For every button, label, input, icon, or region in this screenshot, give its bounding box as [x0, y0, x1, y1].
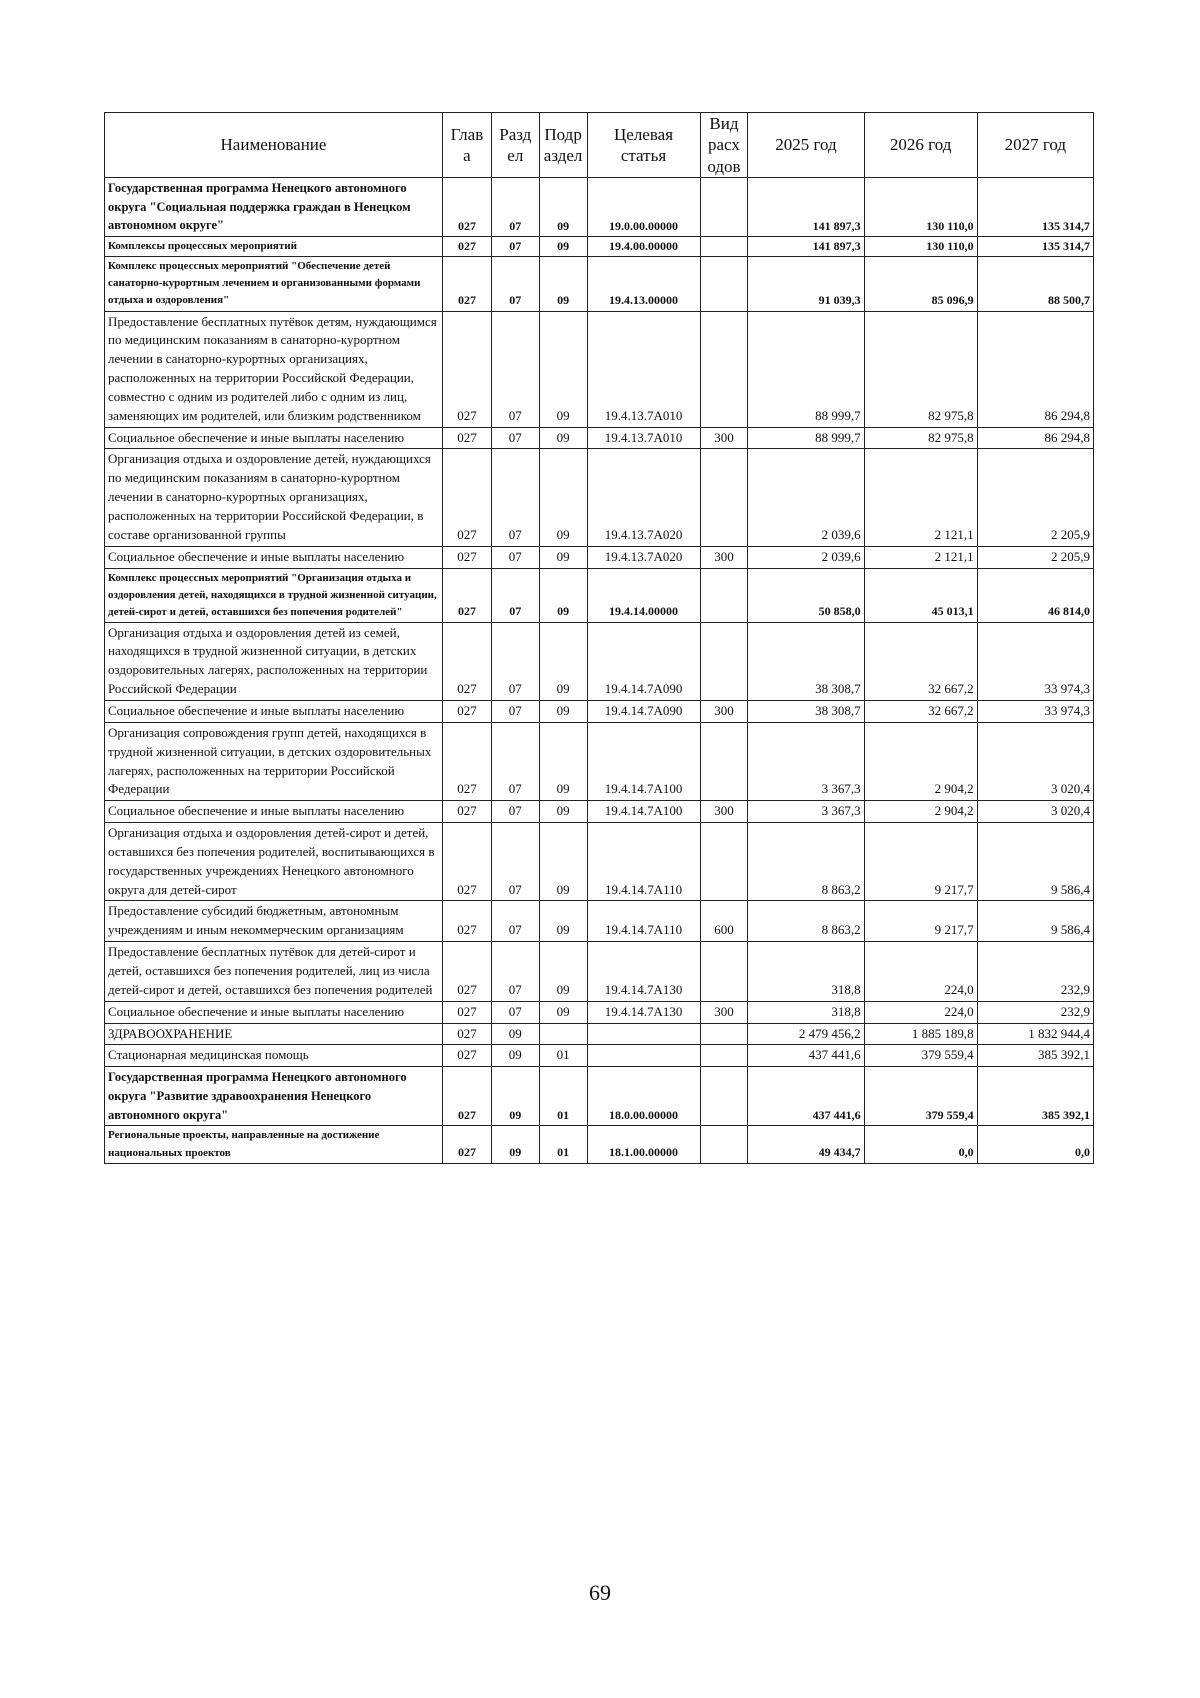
cell-name: Комплекс процессных мероприятий "Организация отдыха и оздоровления детей, находящихся в трудной жизненной ситуации, детей-сирот и детей, оставшихся без попечения родителей" — [105, 568, 443, 622]
header-glava: Глав а — [442, 113, 491, 178]
cell-vid — [700, 622, 748, 700]
table-row — [105, 449, 1094, 546]
cell-podrazdel: 09 — [539, 622, 587, 700]
cell-podrazdel: 09 — [539, 449, 587, 546]
cell-target: 18.1.00.00000 — [587, 1126, 700, 1163]
cell-y2025: 318,8 — [748, 942, 864, 1002]
table-row — [105, 1067, 1094, 1126]
cell-target: 19.4.14.7А130 — [587, 1001, 700, 1023]
header-name: Наименование — [105, 113, 443, 178]
cell-podrazdel: 09 — [539, 427, 587, 449]
cell-vid: 600 — [700, 901, 748, 942]
cell-vid — [700, 1045, 748, 1067]
cell-razdel: 09 — [491, 1067, 539, 1126]
header-target: Целевая статья — [587, 113, 700, 178]
cell-y2025: 2 479 456,2 — [748, 1023, 864, 1045]
cell-glava: 027 — [442, 237, 491, 257]
cell-y2027: 232,9 — [977, 942, 1093, 1002]
cell-name: Комплекс процессных мероприятий "Обеспечение детей санаторно-курортным лечением и организованными формами отдыха и оздоровления" — [105, 257, 443, 311]
cell-y2025: 141 897,3 — [748, 237, 864, 257]
cell-podrazdel: 01 — [539, 1067, 587, 1126]
table-row — [105, 1126, 1094, 1163]
cell-glava: 027 — [442, 1045, 491, 1067]
table-row — [105, 568, 1094, 622]
header-2027: 2027 год — [977, 113, 1093, 178]
cell-y2026: 45 013,1 — [864, 568, 977, 622]
budget-table — [104, 112, 1094, 1164]
cell-vid: 300 — [700, 546, 748, 568]
cell-y2027: 33 974,3 — [977, 622, 1093, 700]
cell-y2026: 85 096,9 — [864, 257, 977, 311]
cell-y2025: 437 441,6 — [748, 1067, 864, 1126]
cell-y2025: 437 441,6 — [748, 1045, 864, 1067]
cell-y2027: 3 020,4 — [977, 722, 1093, 800]
cell-name: Социальное обеспечение и иные выплаты населению — [105, 546, 443, 568]
header-razdel: Разд ел — [491, 113, 539, 178]
cell-y2027: 9 586,4 — [977, 823, 1093, 901]
cell-y2026: 2 121,1 — [864, 546, 977, 568]
cell-y2026: 32 667,2 — [864, 701, 977, 723]
cell-name: Организация сопровождения групп детей, находящихся в трудной жизненной ситуации, в детских оздоровительных лагерях, расположенных на территории Российской Федерации — [105, 722, 443, 800]
cell-y2027: 46 814,0 — [977, 568, 1093, 622]
cell-target: 19.4.00.00000 — [587, 237, 700, 257]
cell-razdel: 09 — [491, 1045, 539, 1067]
cell-glava: 027 — [442, 427, 491, 449]
cell-y2026: 379 559,4 — [864, 1045, 977, 1067]
cell-glava: 027 — [442, 257, 491, 311]
cell-name: Организация отдыха и оздоровления детей-сирот и детей, оставшихся без попечения родителей, воспитывающихся в государственных учреждениях Ненецкого автономного округа для детей-сирот — [105, 823, 443, 901]
table-row — [105, 942, 1094, 1002]
cell-name: ЗДРАВООХРАНЕНИЕ — [105, 1023, 443, 1045]
cell-y2025: 38 308,7 — [748, 622, 864, 700]
header-vid: Вид расх одов — [700, 113, 748, 178]
table-row — [105, 257, 1094, 311]
table-row — [105, 823, 1094, 901]
cell-y2025: 3 367,3 — [748, 722, 864, 800]
table-row — [105, 722, 1094, 800]
cell-podrazdel: 09 — [539, 701, 587, 723]
cell-y2025: 8 863,2 — [748, 823, 864, 901]
cell-name: Социальное обеспечение и иные выплаты населению — [105, 701, 443, 723]
table-row — [105, 622, 1094, 700]
header-2025: 2025 год — [748, 113, 864, 178]
cell-y2027: 2 205,9 — [977, 449, 1093, 546]
cell-y2027: 1 832 944,4 — [977, 1023, 1093, 1045]
cell-glava: 027 — [442, 901, 491, 942]
cell-razdel: 07 — [491, 177, 539, 236]
cell-y2027: 3 020,4 — [977, 801, 1093, 823]
table-header-row — [105, 113, 1094, 178]
cell-y2026: 9 217,7 — [864, 901, 977, 942]
cell-razdel: 07 — [491, 942, 539, 1002]
cell-podrazdel: 09 — [539, 237, 587, 257]
cell-y2027: 385 392,1 — [977, 1045, 1093, 1067]
cell-target — [587, 1045, 700, 1067]
cell-y2027: 385 392,1 — [977, 1067, 1093, 1126]
cell-name: Организация отдыха и оздоровления детей из семей, находящихся в трудной жизненной ситуации, в детских оздоровительных лагерях, расположенных на территории Российской Федерации — [105, 622, 443, 700]
cell-y2027: 135 314,7 — [977, 237, 1093, 257]
cell-razdel: 07 — [491, 823, 539, 901]
cell-y2025: 49 434,7 — [748, 1126, 864, 1163]
cell-y2026: 379 559,4 — [864, 1067, 977, 1126]
cell-vid — [700, 257, 748, 311]
table-row — [105, 901, 1094, 942]
cell-podrazdel: 09 — [539, 801, 587, 823]
cell-glava: 027 — [442, 177, 491, 236]
cell-vid: 300 — [700, 801, 748, 823]
table-row — [105, 801, 1094, 823]
cell-razdel: 07 — [491, 568, 539, 622]
cell-razdel: 09 — [491, 1126, 539, 1163]
cell-y2025: 88 999,7 — [748, 427, 864, 449]
cell-vid — [700, 311, 748, 427]
cell-y2027: 135 314,7 — [977, 177, 1093, 236]
cell-y2026: 2 121,1 — [864, 449, 977, 546]
cell-razdel: 07 — [491, 237, 539, 257]
cell-y2026: 224,0 — [864, 942, 977, 1002]
cell-name: Социальное обеспечение и иные выплаты населению — [105, 1001, 443, 1023]
cell-razdel: 07 — [491, 257, 539, 311]
cell-name: Предоставление бесплатных путёвок для детей-сирот и детей, оставшихся без попечения родителей, лиц из числа детей-сирот и детей, оставшихся без попечения родителей — [105, 942, 443, 1002]
page-number: 69 — [589, 1580, 611, 1605]
cell-y2027: 86 294,8 — [977, 427, 1093, 449]
cell-podrazdel: 09 — [539, 568, 587, 622]
cell-podrazdel — [539, 1023, 587, 1045]
cell-target: 19.4.14.7А110 — [587, 901, 700, 942]
cell-glava: 027 — [442, 801, 491, 823]
cell-target: 19.4.14.7А100 — [587, 801, 700, 823]
cell-podrazdel: 09 — [539, 257, 587, 311]
cell-name: Предоставление субсидий бюджетным, автономным учреждениям и иным некоммерческим организациям — [105, 901, 443, 942]
cell-podrazdel: 01 — [539, 1126, 587, 1163]
cell-glava: 027 — [442, 449, 491, 546]
cell-glava: 027 — [442, 823, 491, 901]
cell-razdel: 07 — [491, 427, 539, 449]
cell-target: 19.4.14.7А110 — [587, 823, 700, 901]
cell-y2026: 2 904,2 — [864, 722, 977, 800]
cell-podrazdel: 09 — [539, 1001, 587, 1023]
cell-target: 18.0.00.00000 — [587, 1067, 700, 1126]
cell-vid: 300 — [700, 701, 748, 723]
cell-glava: 027 — [442, 1023, 491, 1045]
cell-y2025: 38 308,7 — [748, 701, 864, 723]
cell-y2027: 86 294,8 — [977, 311, 1093, 427]
cell-y2027: 9 586,4 — [977, 901, 1093, 942]
table-row — [105, 701, 1094, 723]
cell-glava: 027 — [442, 722, 491, 800]
cell-y2025: 8 863,2 — [748, 901, 864, 942]
cell-name: Предоставление бесплатных путёвок детям, нуждающимся по медицинским показаниям в санаторно-курортном лечении в санаторно-курортных организациях, расположенных на территории Российской Федерации, совместно с одним из родителей либо с одним из лиц, заменяющих им родителей, или близким родственником — [105, 311, 443, 427]
cell-target: 19.4.13.7А010 — [587, 427, 700, 449]
header-podrazdel: Подр аздел — [539, 113, 587, 178]
cell-y2025: 91 039,3 — [748, 257, 864, 311]
cell-name: Организация отдыха и оздоровление детей, нуждающихся по медицинским показаниям в санаторно-курортном лечении в санаторно-курортных организациях, расположенных на территории Российской Федерации, в составе организованной группы — [105, 449, 443, 546]
cell-name: Стационарная медицинская помощь — [105, 1045, 443, 1067]
table-row — [105, 1045, 1094, 1067]
cell-glava: 027 — [442, 568, 491, 622]
cell-name: Социальное обеспечение и иные выплаты населению — [105, 801, 443, 823]
cell-vid — [700, 942, 748, 1002]
header-2026: 2026 год — [864, 113, 977, 178]
cell-glava: 027 — [442, 311, 491, 427]
cell-vid — [700, 722, 748, 800]
cell-y2027: 232,9 — [977, 1001, 1093, 1023]
cell-y2025: 50 858,0 — [748, 568, 864, 622]
cell-target: 19.0.00.00000 — [587, 177, 700, 236]
cell-razdel: 07 — [491, 701, 539, 723]
cell-vid: 300 — [700, 427, 748, 449]
cell-vid — [700, 1126, 748, 1163]
cell-vid — [700, 177, 748, 236]
cell-glava: 027 — [442, 942, 491, 1002]
cell-target: 19.4.14.7А090 — [587, 622, 700, 700]
cell-target: 19.4.14.7А130 — [587, 942, 700, 1002]
cell-glava: 027 — [442, 1126, 491, 1163]
table-row — [105, 546, 1094, 568]
cell-y2026: 9 217,7 — [864, 823, 977, 901]
cell-y2026: 130 110,0 — [864, 237, 977, 257]
cell-y2025: 141 897,3 — [748, 177, 864, 236]
cell-glava: 027 — [442, 1001, 491, 1023]
cell-target: 19.4.14.7А090 — [587, 701, 700, 723]
table-row — [105, 177, 1094, 236]
cell-razdel: 07 — [491, 622, 539, 700]
cell-podrazdel: 09 — [539, 177, 587, 236]
cell-y2025: 3 367,3 — [748, 801, 864, 823]
cell-vid — [700, 823, 748, 901]
cell-vid — [700, 1023, 748, 1045]
table-row — [105, 311, 1094, 427]
cell-y2025: 318,8 — [748, 1001, 864, 1023]
cell-y2026: 82 975,8 — [864, 427, 977, 449]
cell-podrazdel: 09 — [539, 722, 587, 800]
table-row — [105, 1001, 1094, 1023]
table-row — [105, 1023, 1094, 1045]
cell-target: 19.4.14.7А100 — [587, 722, 700, 800]
cell-podrazdel: 09 — [539, 901, 587, 942]
cell-y2026: 32 667,2 — [864, 622, 977, 700]
cell-y2027: 88 500,7 — [977, 257, 1093, 311]
table-body — [105, 177, 1094, 1163]
cell-y2025: 2 039,6 — [748, 546, 864, 568]
cell-y2026: 224,0 — [864, 1001, 977, 1023]
cell-y2027: 33 974,3 — [977, 701, 1093, 723]
cell-target — [587, 1023, 700, 1045]
cell-name: Социальное обеспечение и иные выплаты населению — [105, 427, 443, 449]
cell-y2026: 0,0 — [864, 1126, 977, 1163]
cell-razdel: 07 — [491, 1001, 539, 1023]
cell-y2025: 88 999,7 — [748, 311, 864, 427]
cell-podrazdel: 09 — [539, 823, 587, 901]
cell-vid — [700, 568, 748, 622]
cell-glava: 027 — [442, 1067, 491, 1126]
cell-name: Государственная программа Ненецкого автономного округа "Развитие здравоохранения Ненецкого автономного округа" — [105, 1067, 443, 1126]
cell-podrazdel: 01 — [539, 1045, 587, 1067]
cell-y2027: 2 205,9 — [977, 546, 1093, 568]
cell-razdel: 07 — [491, 311, 539, 427]
cell-y2025: 2 039,6 — [748, 449, 864, 546]
cell-vid — [700, 1067, 748, 1126]
cell-razdel: 07 — [491, 801, 539, 823]
cell-vid: 300 — [700, 1001, 748, 1023]
cell-glava: 027 — [442, 546, 491, 568]
cell-target: 19.4.13.7А020 — [587, 546, 700, 568]
cell-podrazdel: 09 — [539, 311, 587, 427]
cell-name: Региональные проекты, направленные на достижение национальных проектов — [105, 1126, 443, 1163]
cell-target: 19.4.13.7А020 — [587, 449, 700, 546]
cell-y2026: 2 904,2 — [864, 801, 977, 823]
cell-razdel: 09 — [491, 1023, 539, 1045]
cell-target: 19.4.13.7А010 — [587, 311, 700, 427]
cell-razdel: 07 — [491, 546, 539, 568]
cell-glava: 027 — [442, 701, 491, 723]
cell-podrazdel: 09 — [539, 546, 587, 568]
cell-vid — [700, 449, 748, 546]
cell-podrazdel: 09 — [539, 942, 587, 1002]
cell-y2027: 0,0 — [977, 1126, 1093, 1163]
table-row — [105, 237, 1094, 257]
cell-razdel: 07 — [491, 449, 539, 546]
cell-target: 19.4.14.00000 — [587, 568, 700, 622]
cell-razdel: 07 — [491, 722, 539, 800]
cell-razdel: 07 — [491, 901, 539, 942]
cell-name: Государственная программа Ненецкого автономного округа "Социальная поддержка граждан в Ненецком автономном округе" — [105, 177, 443, 236]
cell-y2026: 1 885 189,8 — [864, 1023, 977, 1045]
table-row — [105, 427, 1094, 449]
cell-y2026: 130 110,0 — [864, 177, 977, 236]
cell-glava: 027 — [442, 622, 491, 700]
cell-y2026: 82 975,8 — [864, 311, 977, 427]
cell-name: Комплексы процессных мероприятий — [105, 237, 443, 257]
cell-target: 19.4.13.00000 — [587, 257, 700, 311]
cell-vid — [700, 237, 748, 257]
